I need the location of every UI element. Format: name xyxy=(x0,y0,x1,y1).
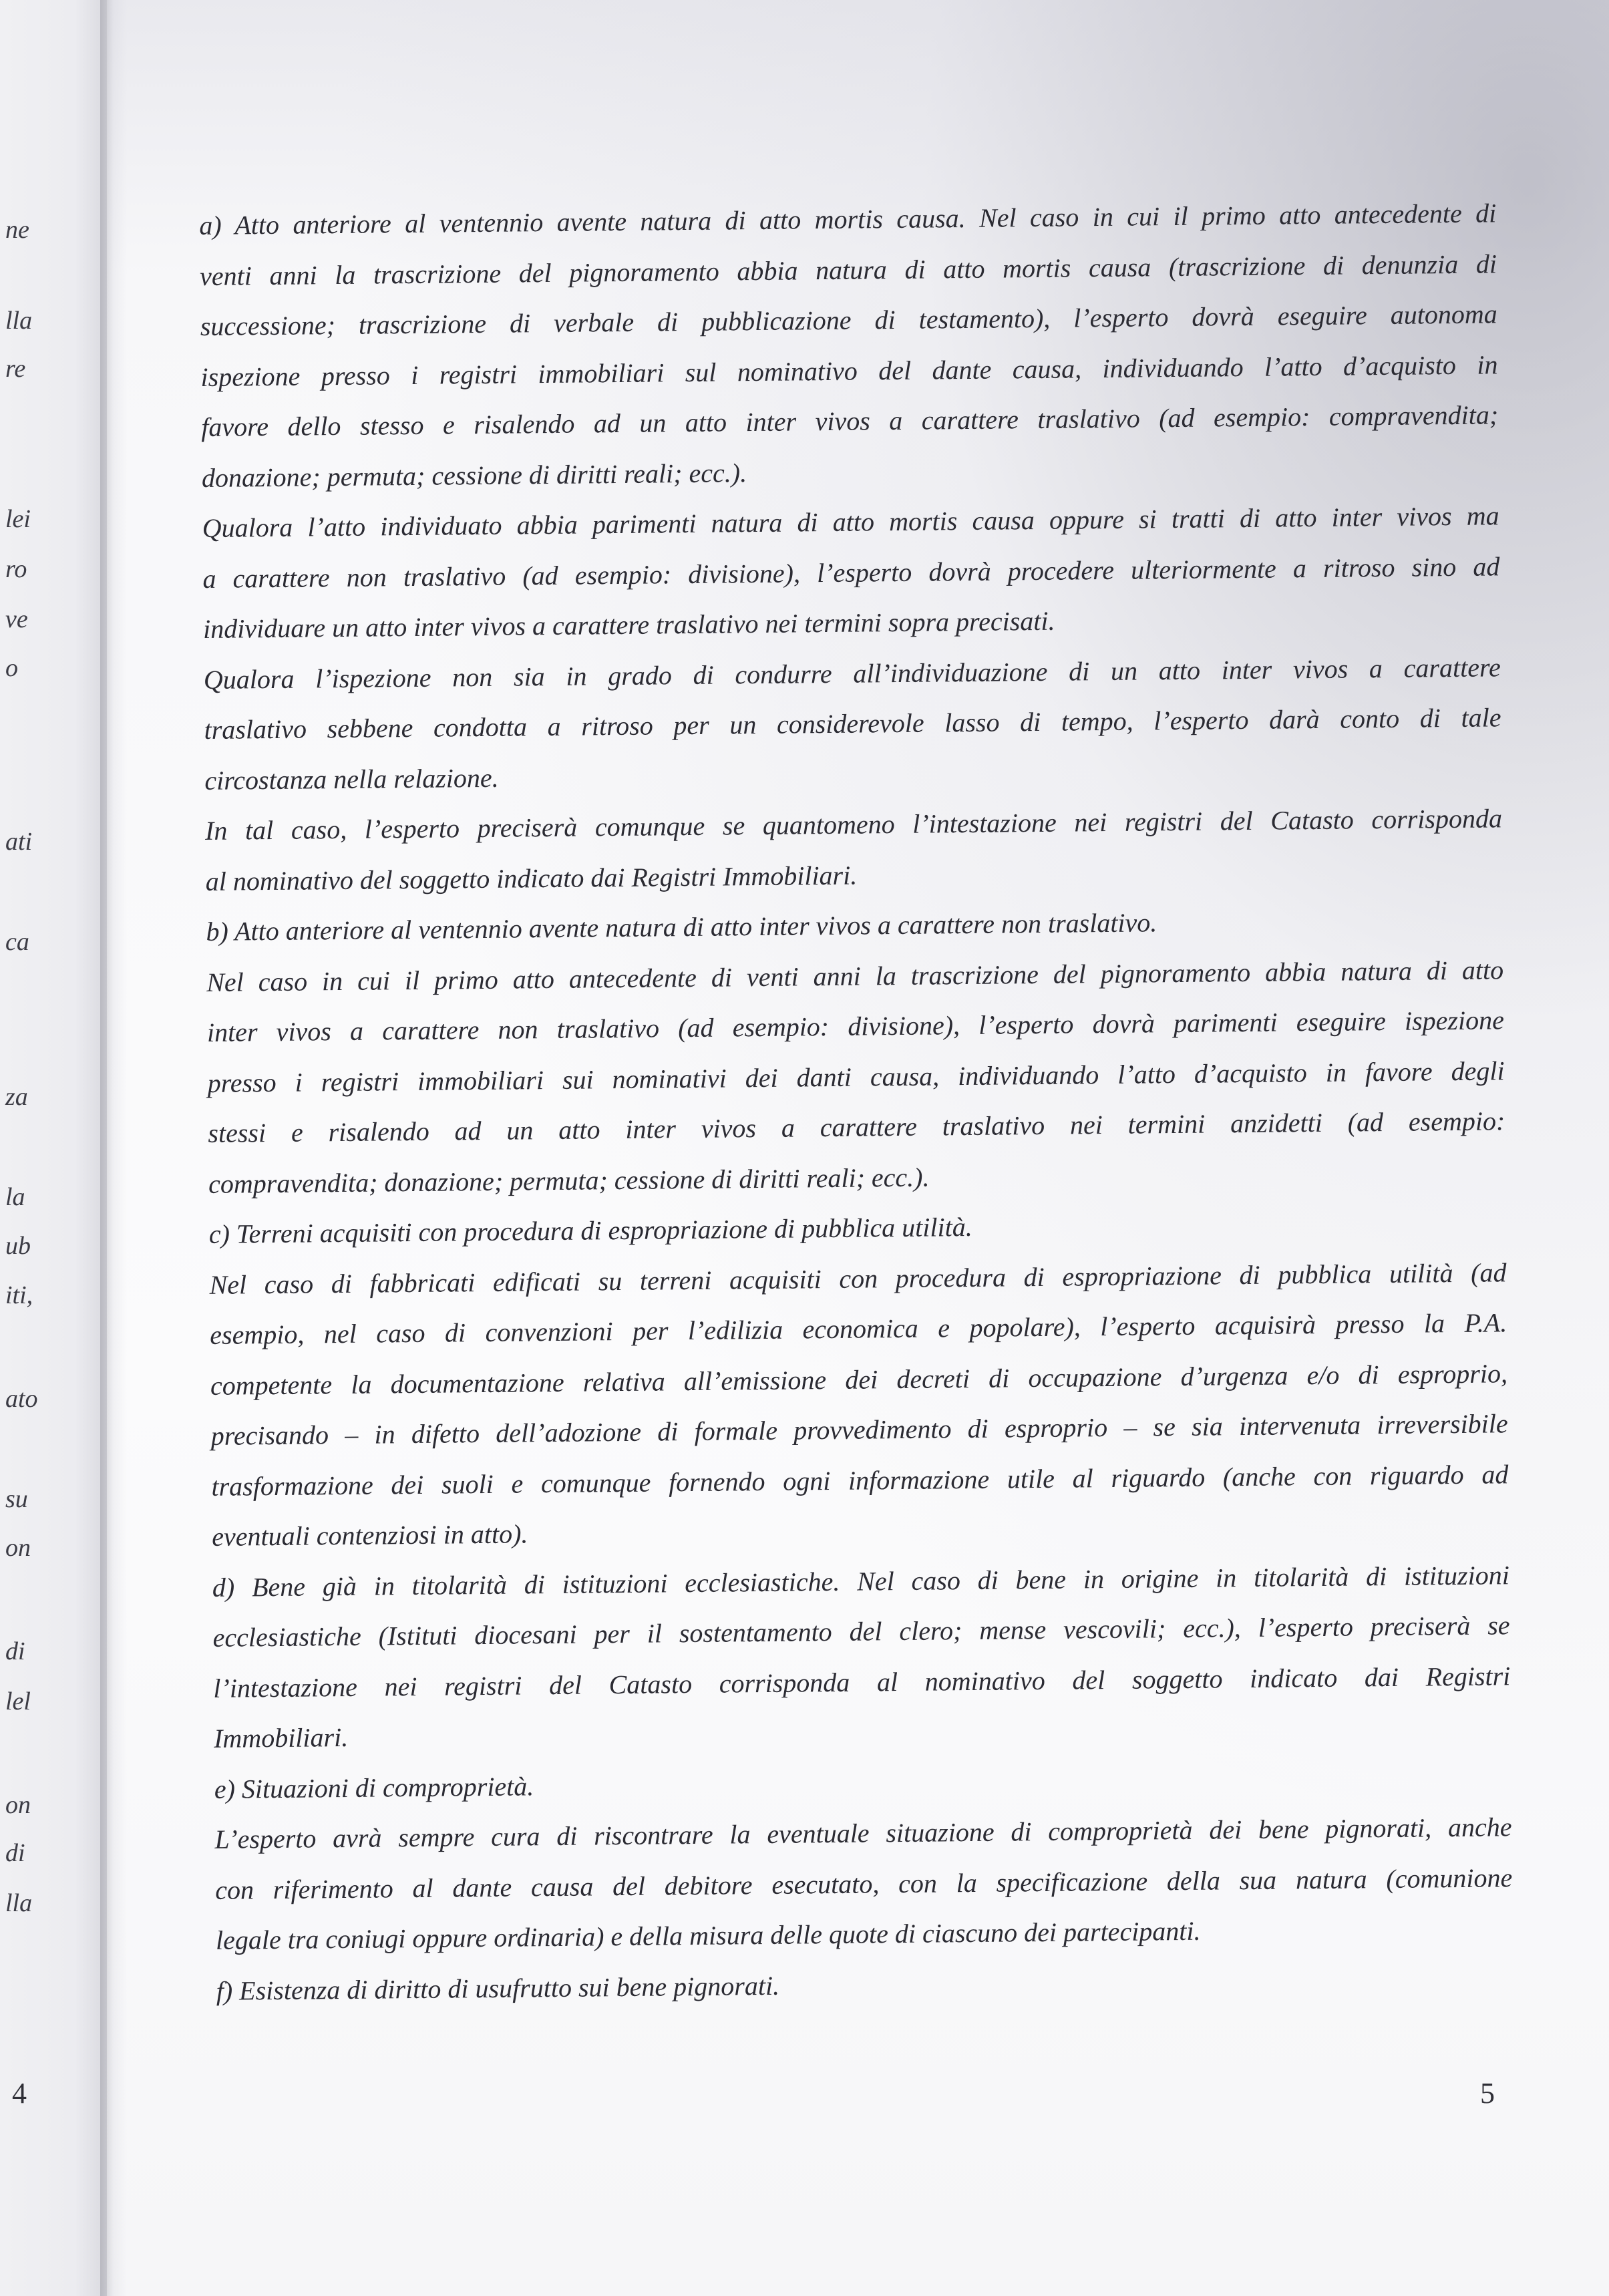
right-page-number: 5 xyxy=(1480,2077,1495,2110)
text-line: a) Atto anteriore al ventennio avente natura di atto mortis causa. Nel caso in cui il primo atto antecedente di xyxy=(199,198,1497,240)
text-line: eventuali contenziosi in atto). xyxy=(211,1518,528,1552)
margin-fragment: ub xyxy=(5,1232,31,1260)
text-line: ispezione presso i registri immobiliari sul nominativo del dante causa, individuando l’atto d’acquisto in xyxy=(200,349,1498,392)
text-line: Nel caso di fabbricati edificati su terreni acquisiti con procedura di espropriazione di pubblica utilità (ad xyxy=(209,1257,1507,1300)
margin-fragment: su xyxy=(5,1485,28,1513)
margin-fragment: di xyxy=(5,1637,25,1665)
margin-fragment: ro xyxy=(5,555,27,583)
text-line: al nominativo del soggetto indicato dai Registri Immobiliari. xyxy=(205,860,858,896)
margin-fragment: za xyxy=(5,1083,28,1111)
text-line: L’esperto avrà sempre cura di riscontrare la eventuale situazione di comproprietà dei bene pignorati, anche xyxy=(214,1812,1512,1854)
margin-fragment: lei xyxy=(5,505,31,533)
margin-fragment: lel xyxy=(5,1687,31,1715)
margin-fragment: ve xyxy=(5,605,28,633)
text-line: legale tra coniugi oppure ordinaria) e della misura delle quote di ciascuno dei partecipanti. xyxy=(215,1915,1201,1955)
text-line: l’intestazione nei registri del Catasto corrisponda al nominativo del soggetto indicato dai Registri xyxy=(213,1660,1511,1703)
page-body-text xyxy=(199,188,1513,2016)
margin-fragment: on xyxy=(5,1534,31,1562)
text-line: d) Bene già in titolarità di istituzioni ecclesiastiche. Nel caso di bene in origine in titolarità di istituzioni xyxy=(212,1559,1510,1603)
text-line: f) Esistenza di diritto di usufrutto sui bene pignorati. xyxy=(216,1970,780,2006)
text-line: inter vivos a carattere non traslativo (ad esempio: divisione), l’esperto dovrà parimenti eseguire ispezione xyxy=(206,1005,1505,1047)
margin-fragment: ne xyxy=(5,216,29,244)
margin-fragment: la xyxy=(5,1183,25,1211)
margin-fragment: o xyxy=(5,654,18,682)
text-line: circostanza nella relazione. xyxy=(204,762,499,796)
margin-fragment: ca xyxy=(5,928,29,956)
text-line: traslativo sebbene condotta a ritroso per un considerevole lasso di tempo, l’esperto darà conto di tale xyxy=(204,702,1501,745)
text-line: ecclesiastiche (Istituti diocesani per il sostentamento del clero; mense vescovili; ecc.), l’esperto preciserà se xyxy=(212,1610,1510,1653)
text-line: Immobiliari. xyxy=(213,1721,349,1754)
margin-fragment: ato xyxy=(5,1385,38,1413)
text-line: a carattere non traslativo (ad esempio: divisione), l’esperto dovrà procedere ulteriormente a ritroso sino ad xyxy=(202,550,1500,594)
margin-fragment: ati xyxy=(5,828,33,856)
text-line: stessi e risalendo ad un atto inter vivos a carattere traslativo nei termini anzidetti (ad esempio: xyxy=(208,1106,1505,1148)
left-page-edge xyxy=(0,0,107,2296)
margin-fragment: re xyxy=(5,355,26,383)
left-page-number: 4 xyxy=(12,2077,27,2110)
text-line: Qualora l’ispezione non sia in grado di condurre all’individuazione di un atto inter vivos a carattere xyxy=(203,651,1501,695)
margin-fragment: iti, xyxy=(5,1281,33,1309)
text-line: presso i registri immobiliari sui nominativi dei danti causa, individuando l’atto d’acquisto in favore degli xyxy=(207,1055,1505,1098)
text-line: favore dello stesso e risalendo ad un atto inter vivos a carattere traslativo (ad esempio: compravendita; xyxy=(201,399,1499,442)
margin-fragment: lla xyxy=(5,307,33,335)
text-line: c) Terreni acquisiti con procedura di espropriazione di pubblica utilità. xyxy=(208,1211,972,1249)
text-line: con riferimento al dante causa del debitore esecutato, con la specificazione della sua natura (comunione xyxy=(215,1862,1513,1905)
text-line: Nel caso in cui il primo atto antecedente di venti anni la trascrizione del pignoramento abbia natura di atto xyxy=(206,954,1504,997)
margin-fragment: lla xyxy=(5,1889,33,1917)
text-line: donazione; permuta; cessione di diritti reali; ecc.). xyxy=(201,457,747,493)
text-line: precisando – in difetto dell’adozione di formale provvedimento di esproprio – se sia intervenuta irreversibile xyxy=(210,1408,1508,1451)
text-line: In tal caso, l’esperto preciserà comunque se quantomeno l’intestazione nei registri del Catasto corrisponda xyxy=(204,803,1503,846)
text-line: venti anni la trascrizione del pignoramento abbia natura di atto mortis causa (trascrizione di denunzia di xyxy=(199,248,1497,291)
margin-fragment: on xyxy=(5,1791,31,1819)
text-line: Qualora l’atto individuato abbia parimenti natura di atto mortis causa oppure si tratti di atto inter vivos ma xyxy=(202,500,1499,543)
text-line: e) Situazioni di comproprietà. xyxy=(214,1770,534,1804)
text-line: compravendita; donazione; permuta; cessione di diritti reali; ecc.). xyxy=(208,1162,930,1199)
text-line: trasformazione dei suoli e comunque fornendo ogni informazione utile al riguardo (anche con riguardo ad xyxy=(211,1458,1509,1502)
text-line: b) Atto anteriore al ventennio avente natura di atto inter vivos a carattere non traslativo. xyxy=(206,907,1157,947)
text-line: successione; trascrizione di verbale di pubblicazione di testamento), l’esperto dovrà eseguire autonoma xyxy=(200,299,1497,341)
text-line: individuare un atto inter vivos a carattere traslativo nei termini sopra precisati. xyxy=(202,605,1055,644)
text-line: esempio, nel caso di convenzioni per l’edilizia economica e popolare), l’esperto acquisirà presso la P.A. xyxy=(210,1307,1507,1350)
margin-fragment: di xyxy=(5,1839,25,1867)
text-line: competente la documentazione relativa all’emissione dei decreti di occupazione d’urgenza e/o di esproprio, xyxy=(210,1357,1508,1401)
book-gutter-shadow xyxy=(100,0,127,2296)
